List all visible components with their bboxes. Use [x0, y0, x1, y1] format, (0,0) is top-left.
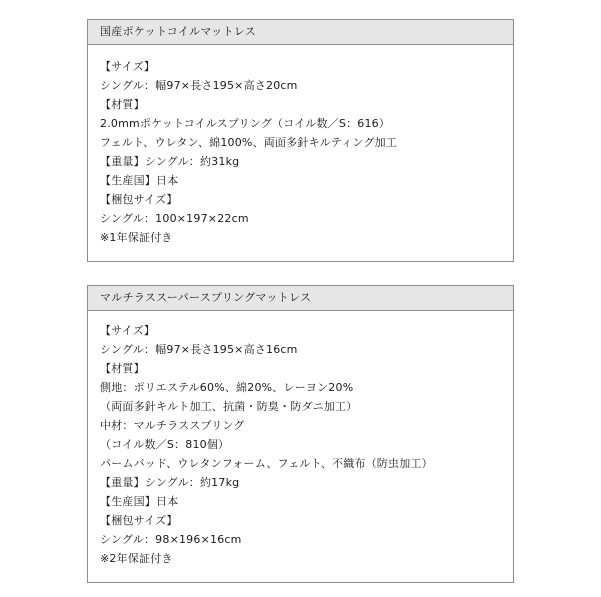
origin-line: 【生産国】日本	[100, 174, 179, 187]
package-value: シングル：98×196×16cm	[100, 533, 242, 546]
spec-box-body	[88, 311, 513, 568]
spec-box-title: マルチラススーパースプリングマットレス	[88, 286, 513, 311]
material-coil-count: （コイル数／S：810個）	[100, 438, 230, 451]
weight-line: 【重量】シングル：約17kg	[100, 476, 240, 489]
weight-line: 【重量】シングル：約31kg	[100, 155, 240, 168]
size-heading: 【サイズ】	[100, 60, 156, 73]
package-heading: 【梱包サイズ】	[100, 193, 178, 206]
material-spring: 2.0mmポケットコイルスプリング（コイル数／S：616）	[100, 117, 391, 130]
size-value: シングル：幅97×長さ195×高さ16cm	[100, 343, 298, 356]
spec-box-body	[88, 45, 513, 247]
material-heading: 【材質】	[100, 98, 145, 111]
spec-box-title: 国産ポケットコイルマットレス	[88, 20, 513, 45]
spec-box-pocket-coil	[87, 19, 514, 262]
material-layers: パームバッド、ウレタンフォーム、フェルト、不織布（防虫加工）	[100, 457, 433, 470]
size-heading: 【サイズ】	[100, 324, 156, 337]
material-inner: 中材：マルチラススプリング	[100, 419, 245, 432]
material-heading: 【材質】	[100, 362, 145, 375]
material-outer-treatment: （両面多針キルト加工、抗菌・防臭・防ダニ加工）	[100, 400, 358, 413]
size-value: シングル：幅97×長さ195×高さ20cm	[100, 79, 298, 92]
package-value: シングル：100×197×22cm	[100, 212, 249, 225]
warranty-line: ※1年保証付き	[100, 231, 173, 244]
package-heading: 【梱包サイズ】	[100, 514, 178, 527]
warranty-line: ※2年保証付き	[100, 552, 173, 565]
spec-box-super-spring	[87, 285, 514, 583]
origin-line: 【生産国】日本	[100, 495, 179, 508]
material-outer: 側地：ポリエステル60%、綿20%、レーヨン20%	[100, 381, 354, 394]
material-fabric: フェルト、ウレタン、綿100%、両面多針キルティング加工	[100, 136, 397, 149]
